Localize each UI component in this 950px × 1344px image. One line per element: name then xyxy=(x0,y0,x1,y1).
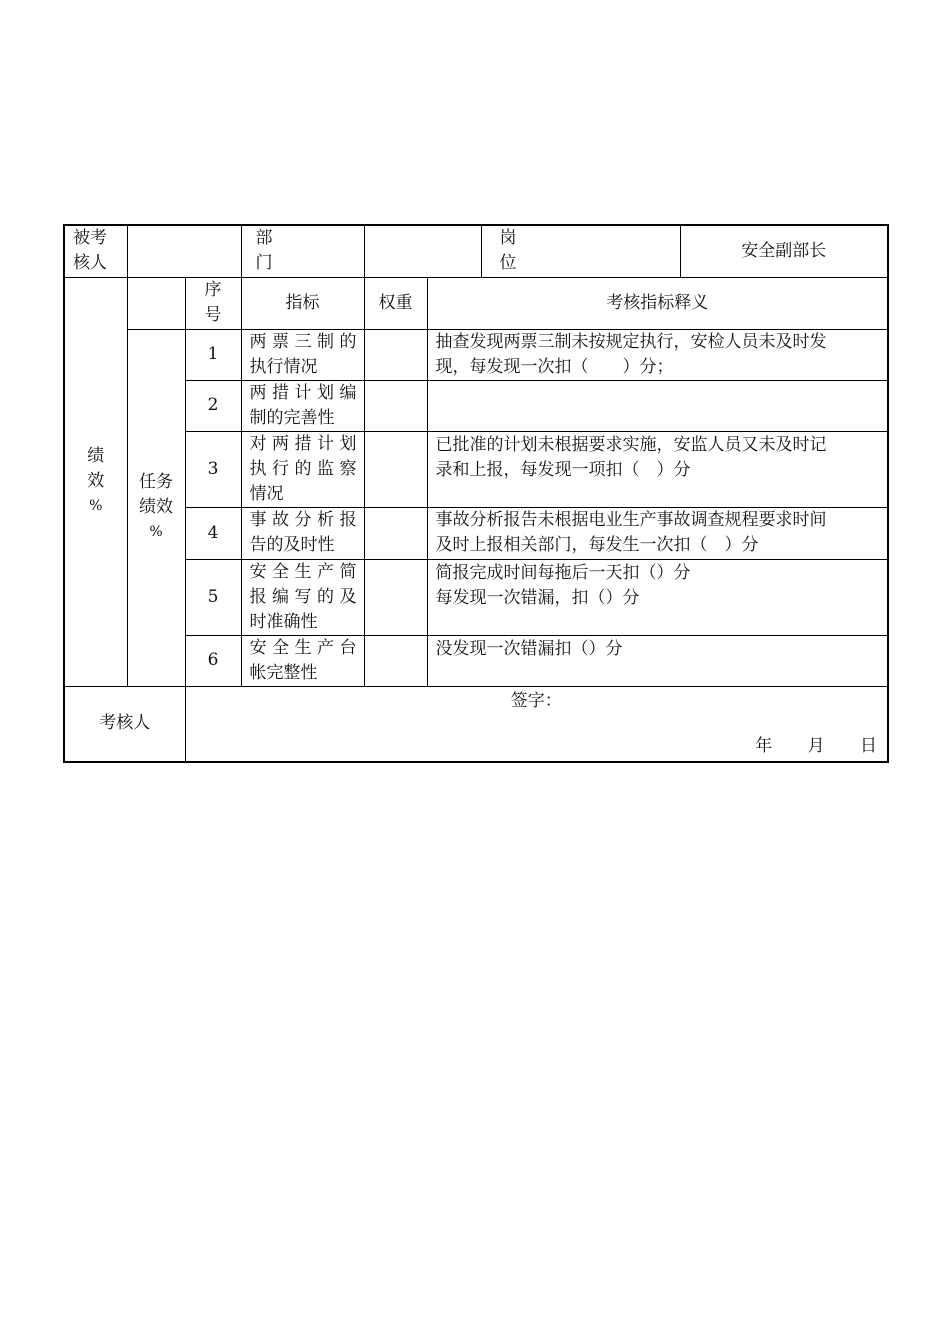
explanation-line: 简报完成时间每拖后一天扣（）分 xyxy=(435,562,691,583)
row-explanation xyxy=(427,329,888,380)
indicator-line: 安全生产台 xyxy=(249,637,357,658)
date-day: 日 xyxy=(860,736,877,756)
task-label-2: 绩效 xyxy=(139,497,173,517)
indicator-line: 安全生产简 xyxy=(249,561,357,582)
indicator-line: 告的及时性 xyxy=(249,535,335,555)
table-row xyxy=(64,635,888,686)
explanation-line: 没发现一次错漏扣（）分 xyxy=(435,638,623,659)
row-indicator xyxy=(241,635,364,686)
performance-label-1: 绩 xyxy=(87,446,105,466)
indicator-line: 执行情况 xyxy=(249,356,318,377)
examinee-label-cell xyxy=(64,225,127,277)
date-year: 年 xyxy=(755,736,773,756)
row-explanation xyxy=(427,559,888,635)
row-explanation xyxy=(427,380,888,431)
row-seq: 2 xyxy=(185,380,241,431)
indicator-line: 时准确性 xyxy=(249,611,318,632)
task-label-3: % xyxy=(149,524,163,540)
indicator-line: 报编写的及 xyxy=(249,586,357,607)
assessor-label-cell xyxy=(64,686,185,762)
row-indicator xyxy=(241,507,364,559)
weight-header: 权重 xyxy=(378,292,413,313)
row-weight[interactable] xyxy=(364,635,427,686)
indicator-line: 对两措计划 xyxy=(249,433,357,454)
assessment-form-table xyxy=(63,224,889,763)
examinee-value-cell[interactable] xyxy=(127,225,241,277)
row-weight[interactable] xyxy=(364,507,427,559)
position-label: 岗位 xyxy=(499,228,517,274)
row-indicator xyxy=(241,431,364,507)
indicator-line: 帐完整性 xyxy=(249,662,318,683)
explanation-line: 每发现一次错漏，扣（）分 xyxy=(435,587,640,608)
row-seq: 4 xyxy=(185,507,241,559)
assessor-label: 考核人 xyxy=(99,713,151,734)
row-weight[interactable] xyxy=(364,329,427,380)
row-weight[interactable] xyxy=(364,380,427,431)
weight-header-cell xyxy=(364,277,427,329)
row-seq: 1 xyxy=(185,329,241,380)
row-seq: 3 xyxy=(185,431,241,507)
signature-cell[interactable] xyxy=(185,686,888,762)
row-indicator xyxy=(241,559,364,635)
indicator-line: 事故分析报 xyxy=(249,510,357,530)
task-performance-label-cell xyxy=(127,329,185,686)
row-weight[interactable] xyxy=(364,431,427,507)
table-row xyxy=(64,431,888,507)
indicator-line: 两措计划编 xyxy=(249,382,357,403)
performance-label-3: % xyxy=(89,498,103,514)
table-row xyxy=(64,559,888,635)
date-line xyxy=(725,734,877,759)
row-weight[interactable] xyxy=(364,559,427,635)
row-seq: 5 xyxy=(185,559,241,635)
seq-header-cell xyxy=(185,277,241,329)
row-explanation xyxy=(427,431,888,507)
signature-label: 签字： xyxy=(510,690,562,711)
task-label-1: 任务 xyxy=(139,472,173,492)
explanation-header-cell xyxy=(427,277,888,329)
dept-value-cell[interactable] xyxy=(364,225,481,277)
position-label-cell xyxy=(481,225,680,277)
explanation-line: 已批准的计划未根据要求实施，安监人员又未及时记 xyxy=(435,434,827,455)
table-row xyxy=(64,507,888,559)
seq-header: 序号 xyxy=(204,280,222,325)
table-row xyxy=(64,380,888,431)
dept-label: 部门 xyxy=(255,228,273,274)
indicator-header: 指标 xyxy=(285,292,320,313)
explanation-line: 抽查发现两票三制未按规定执行，安检人员未及时发 xyxy=(435,331,827,352)
explanation-line: 录和上报，每发现一项扣（ ）分 xyxy=(435,459,691,480)
header-row xyxy=(64,225,888,277)
assessor-row xyxy=(64,686,888,762)
column-header-row xyxy=(64,277,888,329)
position-value: 安全副部长 xyxy=(741,240,827,261)
date-month: 月 xyxy=(807,736,825,756)
row-indicator xyxy=(241,380,364,431)
indicator-line: 执行的监察 xyxy=(249,458,357,479)
indicator-line: 制的完善性 xyxy=(249,407,335,428)
indicator-line: 情况 xyxy=(249,483,284,504)
blank-header-cell xyxy=(127,277,185,329)
explanation-header: 考核指标释义 xyxy=(606,292,709,313)
performance-label-2: 效 xyxy=(87,471,105,491)
table-row xyxy=(64,329,888,380)
row-indicator xyxy=(241,329,364,380)
row-seq: 6 xyxy=(185,635,241,686)
indicator-header-cell xyxy=(241,277,364,329)
dept-label-cell xyxy=(241,225,364,277)
examinee-label: 被考核人 xyxy=(73,228,107,274)
row-explanation xyxy=(427,507,888,559)
explanation-line: 事故分析报告未根据电业生产事故调查规程要求时间 xyxy=(435,510,827,530)
performance-label-cell xyxy=(64,277,127,686)
explanation-line: 及时上报相关部门，每发生一次扣（ ）分 xyxy=(435,535,759,555)
row-explanation xyxy=(427,635,888,686)
indicator-line: 两票三制的 xyxy=(249,331,357,352)
position-value-cell xyxy=(680,225,888,277)
explanation-line: 现，每发现一次扣（ ）分； xyxy=(435,356,674,377)
